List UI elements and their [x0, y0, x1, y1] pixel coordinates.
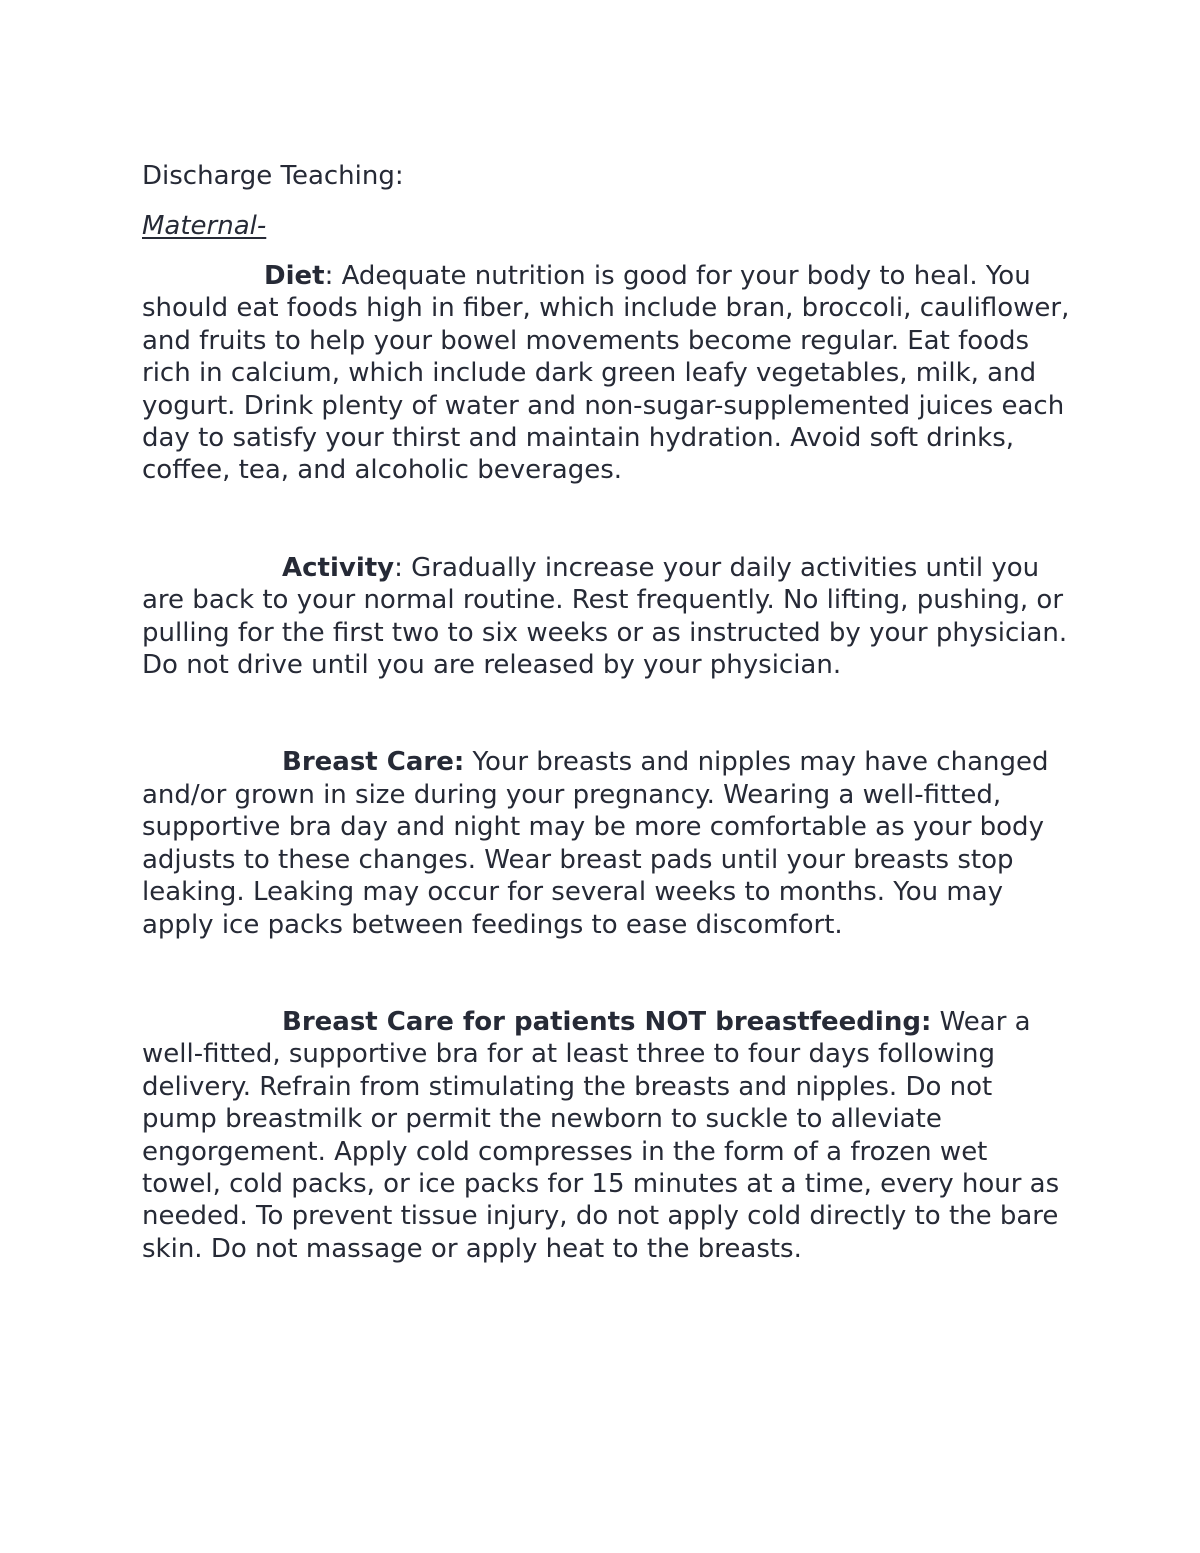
paragraph-breast-care: [142, 746, 1072, 940]
document-body: [142, 160, 1072, 1265]
paragraph-breast-care-body: Your breasts and nipples may have changed and/or grown in size during your pregnancy. Wearing a well-fitted, supportive bra day and night may be more comfortable as your body adjusts to these changes. Wear breast pads until your breasts stop leaking. Leaking may occur for several weeks to months. You may apply ice packs between feedings to ease discomfort.: [142, 747, 1049, 940]
paragraph-breast-care-not-breastfeeding-body: Wear a well-fitted, supportive bra for at least three to four days following delivery. Refrain from stimulating the breasts and nipples. Do not pump breastmilk or permit the newborn to suckle to alleviate engorgement. Apply cold compresses in the form of a frozen wet towel, cold packs, or ice packs for 15 minutes at a time, every hour as needed. To prevent tissue injury, do not apply cold directly to the bare skin. Do not massage or apply heat to the breasts.: [142, 1006, 1060, 1264]
paragraph-diet: [142, 260, 1072, 487]
paragraph-diet-lead: Diet: [264, 261, 325, 291]
paragraph-activity-lead: Activity: [282, 552, 395, 583]
section-heading-maternal: Maternal-: [142, 211, 267, 241]
paragraph-breast-care-lead: Breast Care:: [282, 747, 465, 778]
paragraph-activity-body: : Gradually increase your daily activities until you are back to your normal routine. Rest frequently. No lifting, pushing, or pulling for the first two to six weeks or as instructed by your physician. Do not drive until you are released by your physician.: [142, 552, 1068, 681]
paragraph-breast-care-not-breastfeeding: [142, 1006, 1072, 1265]
document-title: Discharge Teaching:: [142, 161, 404, 191]
paragraph-breast-care-not-breastfeeding-lead: Breast Care for patients NOT breastfeeding:: [282, 1006, 932, 1037]
paragraph-diet-body: : Adequate nutrition is good for your body to heal. You should eat foods high in fiber, which include bran, broccoli, cauliflower, and fruits to help your bowel movements become regular. Eat foods rich in calcium, which include dark green leafy vegetables, milk, and yogurt. Drink plenty of water and non-sugar-supplemented juices each day to satisfy your thirst and maintain hydration. Avoid soft drinks, coffee, tea, and alcoholic beverages.: [142, 261, 1070, 486]
paragraph-activity: [142, 552, 1072, 682]
